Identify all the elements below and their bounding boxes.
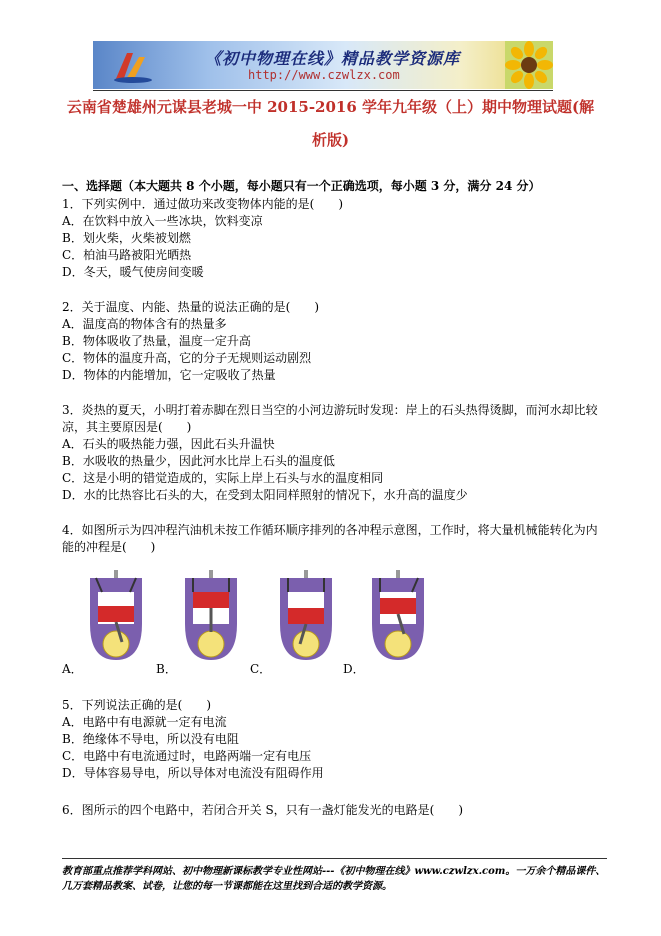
q3-option-d: D．水的比热容比石头的大，在受到太阳同样照射的情况下，水升高的温度少 [62, 488, 468, 502]
q6-stem: 6．图所示的四个电路中，若闭合开关 S，只有一盏灯能发光的电路是( ) [62, 803, 464, 817]
q5-option-d: D．导体容易导电，所以导体对电流没有阻碍作用 [62, 766, 324, 780]
q3-option-b: B．水吸收的热量少，因此河水比岸上石头的温度低 [62, 454, 335, 468]
q2-option-a: A．温度高的物体含有的热量多 [62, 317, 227, 331]
q2-option-b: B．物体吸收了热量，温度一定升高 [62, 334, 251, 348]
q5-option-c: C．电路中有电流通过时，电路两端一定有电压 [62, 749, 312, 763]
engine-diagram-c [266, 568, 346, 666]
q4-label-b: B． [156, 662, 177, 676]
section-heading: 一、选择题（本大题共 8 个小题，每小题只有一个正确选项，每小题 3 分，满分 24 分） [62, 179, 541, 193]
site-logo-icon [111, 47, 153, 85]
doc-title-line1: 云南省楚雄州元谋县老城一中 2015-2016 学年九年级（上）期中物理试题(解 [66, 98, 595, 116]
doc-title-line2: 析版) [311, 131, 350, 149]
footer-line1: 教育部重点推荐学科网站、初中物理新课标教学专业性网站---《初中物理在线》www.czwlzx.com。一万余个精品课件、 [62, 866, 606, 877]
banner-url[interactable]: http://www.czwlzx.com [248, 68, 400, 82]
q1-option-b: B．划火柴，火柴被划燃 [62, 231, 191, 245]
q5-stem: 5．下列说法正确的是( ) [62, 698, 211, 712]
q1-stem: 1．下列实例中．通过做功来改变物体内能的是( ) [62, 197, 344, 211]
engine-diagram-a [76, 568, 156, 666]
q3-stem-line2: 凉，其主要原因是( ) [62, 420, 192, 434]
q4-stem-line1: 4．如图所示为四冲程汽油机未按工作循环顺序排列的各冲程示意图，工作时，将大量机械能转化为内 [62, 523, 598, 537]
q1-option-c: C．柏油马路被阳光晒热 [62, 248, 192, 262]
sunflower-icon [505, 41, 553, 89]
footer-line2: 几万套精品教案、试卷，让您的每一节课都能在这里找到合适的教学资源。 [62, 881, 392, 892]
site-banner [93, 41, 553, 89]
q3-stem-line1: 3．炎热的夏天，小明打着赤脚在烈日当空的小河边游玩时发现：岸上的石头热得烫脚，而河水却比较 [62, 403, 598, 417]
engine-diagram-d [358, 568, 438, 666]
q3-option-c: C．这是小明的错觉造成的，实际上岸上石头与水的温度相同 [62, 471, 384, 485]
q5-option-a: A．电路中有电源就一定有电流 [62, 715, 227, 729]
q1-option-a: A．在饮料中放入一些冰块，饮料变凉 [62, 214, 263, 228]
q4-label-d: D． [343, 662, 365, 676]
q1-option-d: D．冬天，暖气使房间变暖 [62, 265, 204, 279]
header-divider [93, 90, 553, 91]
q4-label-c: C． [250, 662, 272, 676]
q4-label-a: A． [62, 662, 83, 676]
q4-stem-line2: 能的冲程是( ) [62, 540, 156, 554]
q2-option-d: D．物体的内能增加，它一定吸收了热量 [62, 368, 276, 382]
banner-title: 《初中物理在线》精品教学资源库 [205, 49, 461, 68]
q2-option-c: C．物体的温度升高，它的分子无规则运动剧烈 [62, 351, 312, 365]
page-footer [62, 864, 607, 894]
footer-divider [62, 858, 607, 859]
engine-diagram-b [171, 568, 251, 666]
q2-stem: 2．关于温度、内能、热量的说法正确的是( ) [62, 300, 319, 314]
q5-option-b: B．绝缘体不导电，所以没有电阻 [62, 732, 239, 746]
q3-option-a: A．石头的吸热能力强，因此石头升温快 [62, 437, 275, 451]
